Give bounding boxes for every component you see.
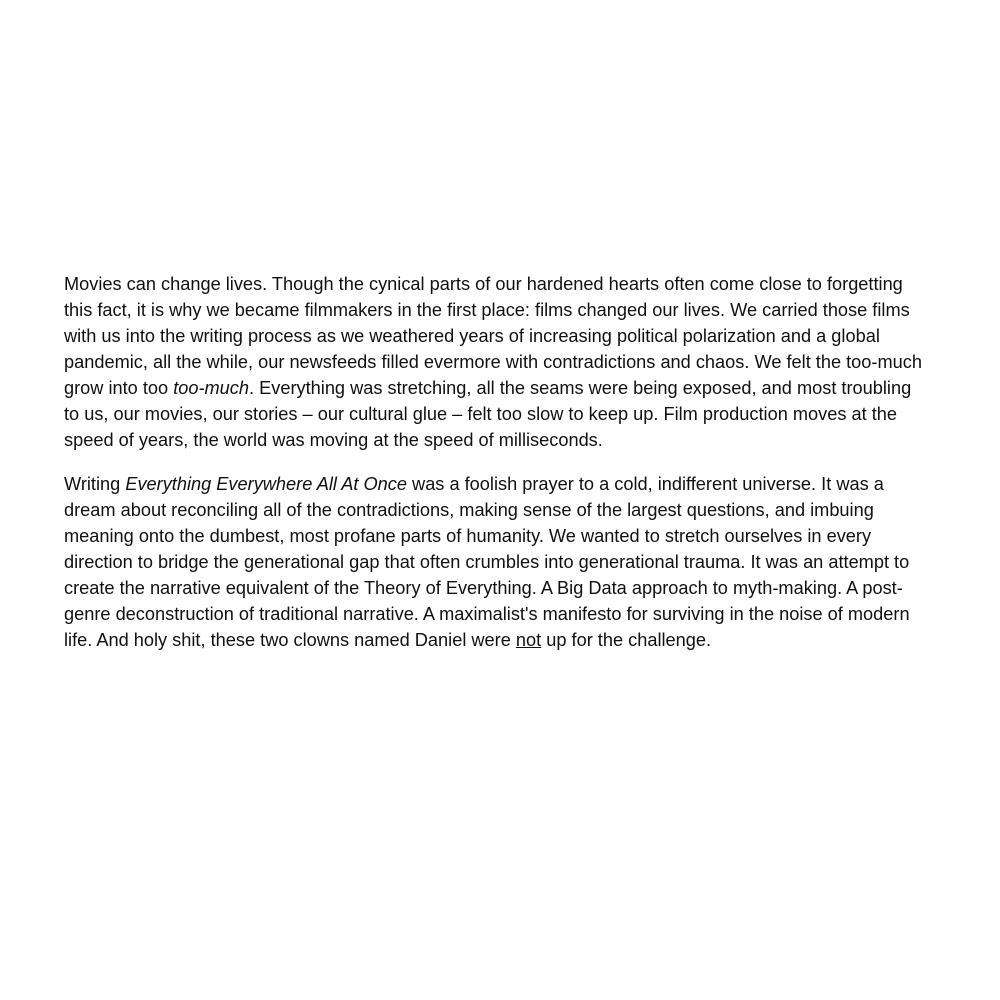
film-title: Everything Everywhere All At Once	[125, 474, 407, 494]
paragraph-1-text-continued: . Everything was stretching, all the seams were being exposed, and most troubling to us, our movies, our stories – our cultural glue – felt too slow to keep up. Film production moves at the speed of years, the world was moving at the speed of milliseconds.	[64, 378, 912, 450]
underlined-word: not	[515, 630, 542, 650]
paragraph-1-text: Movies can change lives. Though the cynical parts of our hardened hearts often come close to forgetting this fact, it is why we became filmmakers in the first place: films changed our lives. We carried those films with us into the writing process as we weathered years of increasing political polarization and a global pandemic, all the while, our newsfeeds filled evermore with contradictions and chaos. We felt the too-much grow into too	[64, 274, 922, 398]
paragraph-2	[64, 471, 924, 653]
paragraph-2-text: Writing	[64, 474, 126, 494]
document-body	[64, 271, 924, 671]
paragraph-1	[64, 271, 924, 453]
paragraph-2-text-continued: was a foolish prayer to a cold, indifferent universe. It was a dream about reconciling all of the contradictions, making sense of the largest questions, and imbuing meaning onto the dumbest, most profane parts of humanity. We wanted to stretch ourselves in every direction to bridge the generational gap that often crumbles into generational trauma. It was an attempt to create the narrative equivalent of the Theory of Everything. A Big Data approach to myth-making. A post-genre deconstruction of traditional narrative. A maximalist's manifesto for surviving in the noise of modern life. And holy shit, these two clowns named Daniel were	[64, 474, 910, 650]
paragraph-2-text-end: up for the challenge.	[541, 630, 712, 650]
paragraph-1-italic-phrase: too-much	[173, 378, 250, 398]
